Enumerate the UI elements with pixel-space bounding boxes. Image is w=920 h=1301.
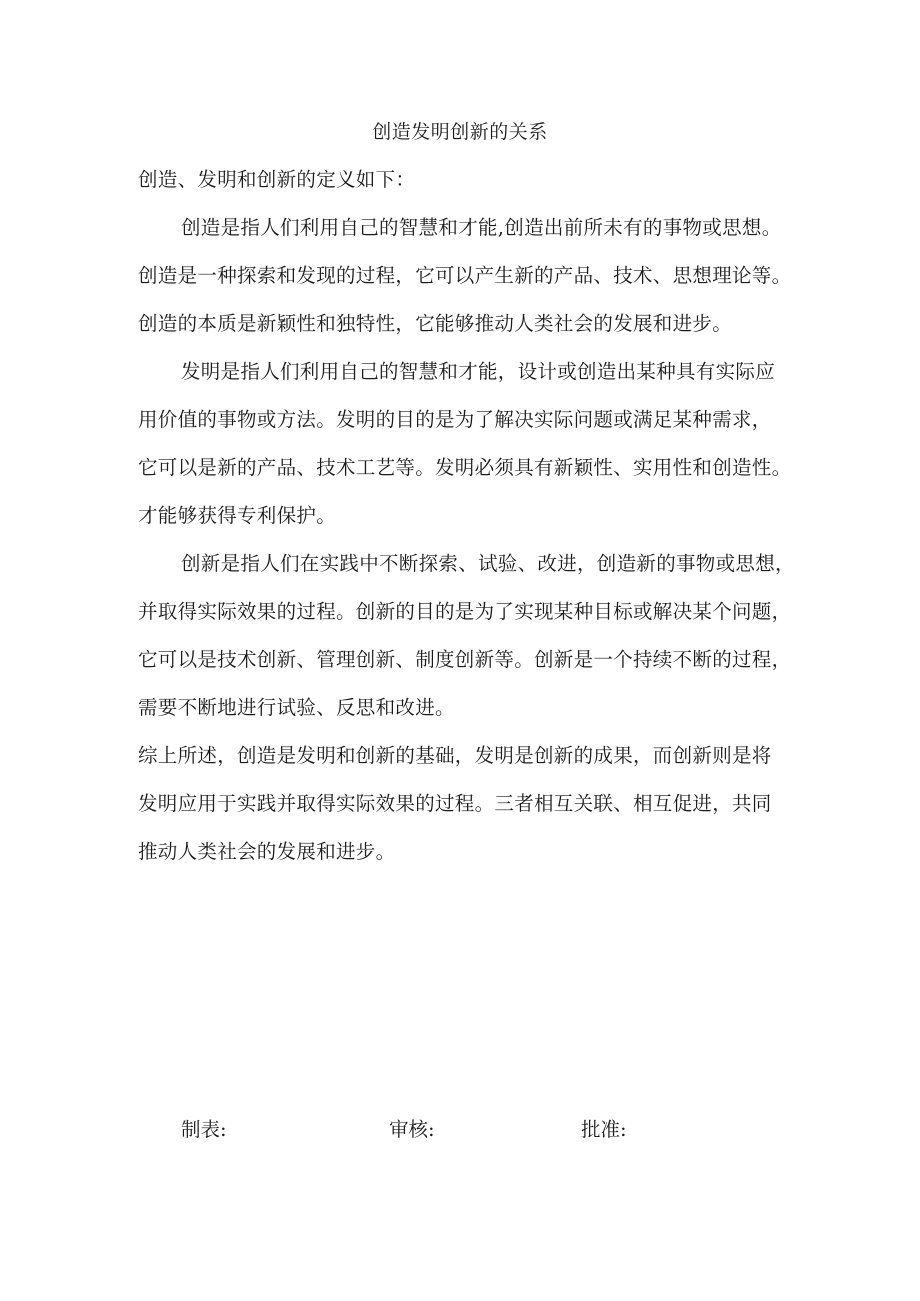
prepared-by-label: 制表:	[181, 1118, 227, 1141]
approved-by-label: 批准:	[581, 1118, 627, 1141]
intro-line: 创造、发明和创新的定义如下：	[138, 168, 416, 191]
paragraph-invention-line: 用价值的事物或方法。发明的目的是为了解决实际问题或满足某种需求，	[138, 408, 772, 431]
paragraph-creation-line: 创造的本质是新颖性和独特性，它能够推动人类社会的发展和进步。	[138, 312, 733, 335]
paragraph-creation-line: 创造是一种探索和发现的过程，它可以产生新的产品、技术、思想理论等。	[138, 264, 792, 287]
paragraph-innovation-line: 需要不断地进行试验、反思和改进。	[138, 696, 455, 719]
paragraph-creation-line: 创造是指人们利用自己的智慧和才能,创造出前所未有的事物或思想。	[181, 216, 782, 239]
document-title: 创造发明创新的关系	[372, 121, 548, 143]
paragraph-innovation-line: 创新是指人们在实践中不断探索、试验、改进，创造新的事物或思想，	[181, 552, 795, 575]
paragraph-invention-line: 发明是指人们利用自己的智慧和才能，设计或创造出某种具有实际应	[181, 360, 776, 383]
paragraph-invention-line: 它可以是新的产品、技术工艺等。发明必须具有新颖性、实用性和创造性。	[138, 456, 792, 479]
reviewed-by-label: 审核:	[389, 1118, 435, 1141]
paragraph-invention-line: 才能够获得专利保护。	[138, 504, 337, 527]
paragraph-innovation-line: 并取得实际效果的过程。创新的目的是为了实现某种目标或解决某个问题，	[138, 600, 792, 623]
paragraph-summary-line: 推动人类社会的发展和进步。	[138, 840, 396, 863]
paragraph-innovation-line: 它可以是技术创新、管理创新、制度创新等。创新是一个持续不断的过程，	[138, 648, 792, 671]
paragraph-summary-line: 综上所述，创造是发明和创新的基础，发明是创新的成果，而创新则是将	[138, 744, 772, 767]
paragraph-summary-line: 发明应用于实践并取得实际效果的过程。三者相互关联、相互促进，共同	[138, 792, 772, 815]
